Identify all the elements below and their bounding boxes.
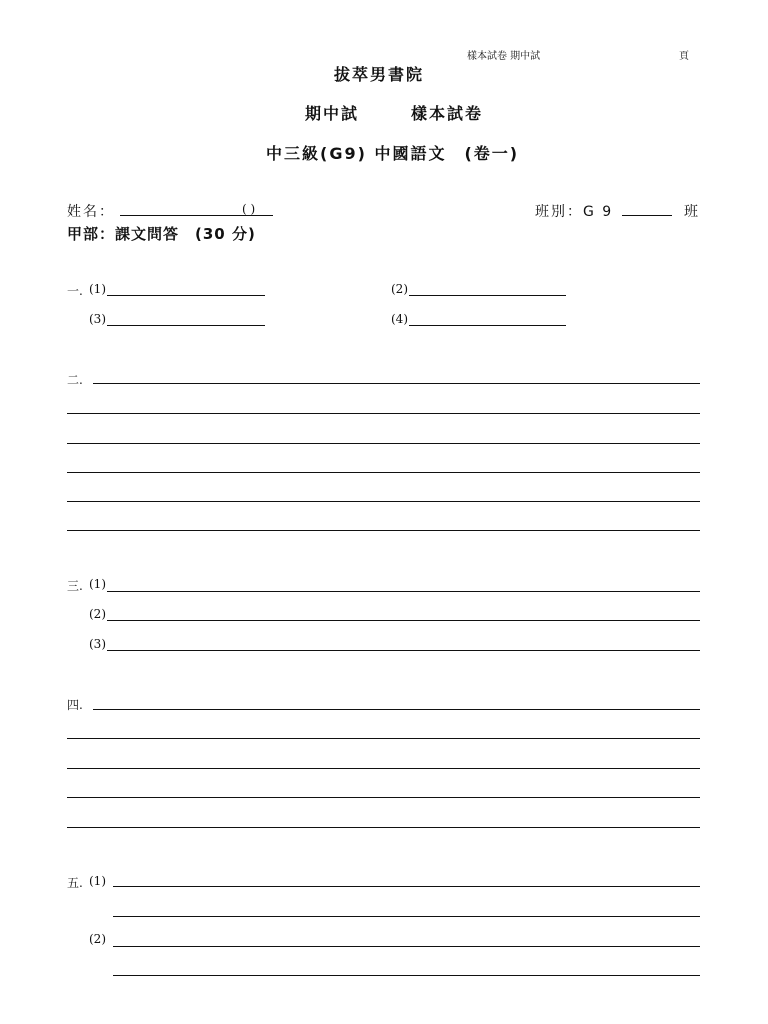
q1-part2-answer-line[interactable] bbox=[409, 295, 566, 296]
q2-answer-line[interactable] bbox=[67, 413, 700, 414]
q1-part1-answer-line[interactable] bbox=[107, 295, 265, 296]
paper-header-note: 樣本試卷 期中試 bbox=[467, 51, 541, 62]
q4-answer-line[interactable] bbox=[67, 768, 700, 769]
q1-part4-answer-line[interactable] bbox=[409, 325, 566, 326]
q2-answer-line[interactable] bbox=[67, 472, 700, 473]
q2-answer-line[interactable] bbox=[93, 383, 700, 384]
exam-title-sample: 樣本試卷 bbox=[411, 104, 484, 123]
q2-label: 二. bbox=[67, 373, 83, 387]
subject-line: 中三級(G9) 中國語文 (卷一) bbox=[266, 144, 520, 163]
q4-answer-line[interactable] bbox=[67, 797, 700, 798]
q5-part1-answer-line[interactable] bbox=[113, 916, 700, 917]
q1-part3-answer-line[interactable] bbox=[107, 325, 265, 326]
q5-part2-answer-line[interactable] bbox=[113, 975, 700, 976]
class-number-line[interactable] bbox=[246, 215, 266, 216]
class-field-line[interactable] bbox=[622, 215, 672, 216]
page-number-label: 頁 bbox=[679, 51, 689, 62]
class-label: 班別：G 9 bbox=[535, 204, 614, 220]
q1-part4-label: (4) bbox=[391, 312, 408, 326]
q5-part2-label: (2) bbox=[89, 932, 106, 946]
q5-part1-label: (1) bbox=[89, 874, 106, 888]
q4-label: 四. bbox=[67, 698, 83, 712]
class-suffix: 班 bbox=[684, 204, 700, 220]
q1-part2-label: (2) bbox=[391, 282, 408, 296]
q3-part1-answer-line[interactable] bbox=[107, 591, 700, 592]
school-name: 拔萃男書院 bbox=[334, 65, 425, 84]
q3-part2-label: (2) bbox=[89, 607, 106, 621]
exam-title-midterm: 期中試 bbox=[305, 104, 360, 123]
q3-part2-answer-line[interactable] bbox=[107, 620, 700, 621]
q3-part1-label: (1) bbox=[89, 577, 106, 591]
q1-part1-label: (1) bbox=[89, 282, 106, 296]
q4-answer-line[interactable] bbox=[67, 827, 700, 828]
section-a-title: 甲部：課文問答 (30 分) bbox=[67, 225, 256, 243]
q2-answer-line[interactable] bbox=[67, 501, 700, 502]
q1-label: 一. bbox=[67, 284, 83, 298]
q4-answer-line[interactable] bbox=[67, 738, 700, 739]
q2-answer-line[interactable] bbox=[67, 530, 700, 531]
q2-answer-line[interactable] bbox=[67, 443, 700, 444]
q5-label: 五. bbox=[67, 876, 83, 890]
q3-part3-answer-line[interactable] bbox=[107, 650, 700, 651]
q3-part3-label: (3) bbox=[89, 637, 106, 651]
q1-part3-label: (3) bbox=[89, 312, 106, 326]
name-label: 姓名： bbox=[67, 204, 115, 220]
q3-label: 三. bbox=[67, 579, 83, 593]
q4-answer-line[interactable] bbox=[93, 709, 700, 710]
q5-part2-answer-line[interactable] bbox=[113, 946, 700, 947]
class-number-brackets: ( ) bbox=[242, 202, 256, 216]
q5-part1-answer-line[interactable] bbox=[113, 886, 700, 887]
